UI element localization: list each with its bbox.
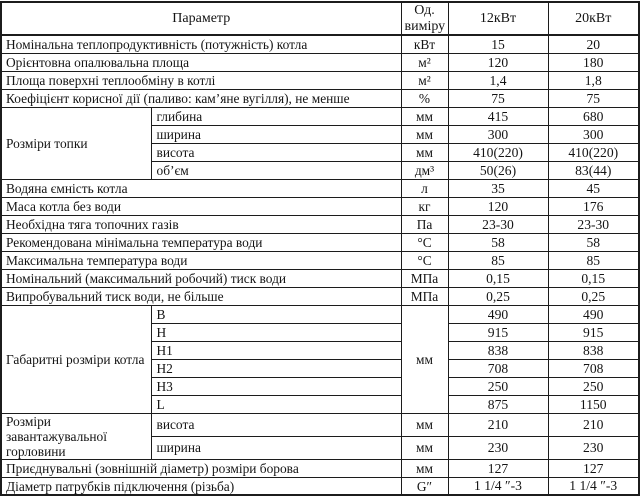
unit-cell: мм bbox=[401, 413, 448, 436]
value-cell-12kw: 708 bbox=[448, 359, 548, 377]
table-row bbox=[1, 269, 639, 287]
value-cell-20kw: 250 bbox=[548, 377, 639, 395]
value-cell-20kw: 0,15 bbox=[548, 269, 639, 287]
header-12kw: 12кВт bbox=[448, 2, 548, 35]
header-param: Параметр bbox=[1, 2, 401, 35]
unit-cell: мм bbox=[401, 143, 448, 161]
value-cell-12kw: 23-30 bbox=[448, 215, 548, 233]
value-cell-12kw: 490 bbox=[448, 305, 548, 323]
value-cell-12kw: 15 bbox=[448, 35, 548, 53]
value-cell-20kw: 680 bbox=[548, 107, 639, 125]
value-cell-20kw: 708 bbox=[548, 359, 639, 377]
param-cell: Маса котла без води bbox=[1, 197, 401, 215]
value-cell-20kw: 85 bbox=[548, 251, 639, 269]
unit-cell: кВт bbox=[401, 35, 448, 53]
value-cell-20kw: 1 1/4 ″-3 bbox=[548, 477, 639, 495]
value-cell-12kw: 915 bbox=[448, 323, 548, 341]
value-cell-12kw: 875 bbox=[448, 395, 548, 413]
value-cell-12kw: 0,15 bbox=[448, 269, 548, 287]
value-cell-12kw: 35 bbox=[448, 179, 548, 197]
param-cell: Коефіцієнт корисної дії (паливо: кам’яне вугілля), не менше bbox=[1, 89, 401, 107]
sub-param-cell: ширина bbox=[151, 125, 401, 143]
unit-cell: мм bbox=[401, 107, 448, 125]
sub-param-cell: висота bbox=[151, 413, 401, 436]
spec-table bbox=[0, 1, 640, 496]
sub-param-cell: висота bbox=[151, 143, 401, 161]
value-cell-12kw: 410(220) bbox=[448, 143, 548, 161]
value-cell-20kw: 490 bbox=[548, 305, 639, 323]
table-row bbox=[1, 459, 639, 477]
unit-cell: м² bbox=[401, 71, 448, 89]
value-cell-20kw: 915 bbox=[548, 323, 639, 341]
value-cell-20kw: 838 bbox=[548, 341, 639, 359]
sub-param-cell: Н bbox=[151, 323, 401, 341]
unit-cell: °С bbox=[401, 251, 448, 269]
value-cell-12kw: 230 bbox=[448, 436, 548, 459]
value-cell-20kw: 1,8 bbox=[548, 71, 639, 89]
sub-param-cell: ширина bbox=[151, 436, 401, 459]
table-row bbox=[1, 287, 639, 305]
unit-cell: дм³ bbox=[401, 161, 448, 179]
value-cell-12kw: 210 bbox=[448, 413, 548, 436]
param-cell: Орієнтовна опалювальна площа bbox=[1, 53, 401, 71]
unit-cell: л bbox=[401, 179, 448, 197]
sub-param-cell: L bbox=[151, 395, 401, 413]
value-cell-20kw: 127 bbox=[548, 459, 639, 477]
unit-cell: °С bbox=[401, 233, 448, 251]
table-row bbox=[1, 305, 639, 323]
value-cell-20kw: 75 bbox=[548, 89, 639, 107]
table-row bbox=[1, 215, 639, 233]
group-label-firebox: Розміри топки bbox=[1, 107, 151, 179]
sub-param-cell: об’єм bbox=[151, 161, 401, 179]
sub-param-cell: Н2 bbox=[151, 359, 401, 377]
table-row bbox=[1, 35, 639, 53]
param-cell: Номінальна теплопродуктивність (потужність) котла bbox=[1, 35, 401, 53]
value-cell-20kw: 20 bbox=[548, 35, 639, 53]
unit-cell: мм bbox=[401, 125, 448, 143]
header-20kw: 20кВт bbox=[548, 2, 639, 35]
param-cell: Площа поверхні теплообміну в котлі bbox=[1, 71, 401, 89]
value-cell-12kw: 75 bbox=[448, 89, 548, 107]
value-cell-20kw: 410(220) bbox=[548, 143, 639, 161]
value-cell-20kw: 45 bbox=[548, 179, 639, 197]
value-cell-20kw: 230 bbox=[548, 436, 639, 459]
table-row bbox=[1, 53, 639, 71]
param-cell: Водяна ємність котла bbox=[1, 179, 401, 197]
sub-param-cell: В bbox=[151, 305, 401, 323]
value-cell-12kw: 838 bbox=[448, 341, 548, 359]
param-cell: Випробувальний тиск води, не більше bbox=[1, 287, 401, 305]
unit-cell: % bbox=[401, 89, 448, 107]
value-cell-20kw: 58 bbox=[548, 233, 639, 251]
value-cell-12kw: 120 bbox=[448, 197, 548, 215]
value-cell-12kw: 50(26) bbox=[448, 161, 548, 179]
value-cell-20kw: 300 bbox=[548, 125, 639, 143]
param-cell: Рекомендована мінімальна температура води bbox=[1, 233, 401, 251]
value-cell-12kw: 415 bbox=[448, 107, 548, 125]
value-cell-12kw: 58 bbox=[448, 233, 548, 251]
value-cell-20kw: 176 bbox=[548, 197, 639, 215]
table-row bbox=[1, 251, 639, 269]
value-cell-12kw: 85 bbox=[448, 251, 548, 269]
value-cell-20kw: 210 bbox=[548, 413, 639, 436]
param-cell: Необхідна тяга топочних газів bbox=[1, 215, 401, 233]
table-row bbox=[1, 71, 639, 89]
table-row bbox=[1, 233, 639, 251]
table-row bbox=[1, 179, 639, 197]
unit-cell: мм bbox=[401, 459, 448, 477]
unit-cell: кг bbox=[401, 197, 448, 215]
unit-cell: мм bbox=[401, 436, 448, 459]
param-cell: Приєднувальні (зовнішній діаметр) розміри борова bbox=[1, 459, 401, 477]
value-cell-20kw: 23-30 bbox=[548, 215, 639, 233]
sub-param-cell: Н3 bbox=[151, 377, 401, 395]
table-row bbox=[1, 477, 639, 495]
unit-cell: МПа bbox=[401, 287, 448, 305]
value-cell-12kw: 250 bbox=[448, 377, 548, 395]
unit-cell: G″ bbox=[401, 477, 448, 495]
unit-cell: Па bbox=[401, 215, 448, 233]
value-cell-12kw: 0,25 bbox=[448, 287, 548, 305]
value-cell-12kw: 120 bbox=[448, 53, 548, 71]
sub-param-cell: глибина bbox=[151, 107, 401, 125]
value-cell-20kw: 1150 bbox=[548, 395, 639, 413]
table-row bbox=[1, 413, 639, 436]
table-row bbox=[1, 197, 639, 215]
header-unit: Од. виміру bbox=[401, 2, 448, 35]
value-cell-20kw: 0,25 bbox=[548, 287, 639, 305]
value-cell-20kw: 83(44) bbox=[548, 161, 639, 179]
table-row bbox=[1, 89, 639, 107]
header-row bbox=[1, 2, 639, 35]
unit-cell: м² bbox=[401, 53, 448, 71]
table-row bbox=[1, 107, 639, 125]
param-cell: Номінальний (максимальний робочий) тиск води bbox=[1, 269, 401, 287]
value-cell-12kw: 300 bbox=[448, 125, 548, 143]
value-cell-12kw: 1 1/4 ″-3 bbox=[448, 477, 548, 495]
value-cell-12kw: 1,4 bbox=[448, 71, 548, 89]
group-label-dimensions: Габаритні розміри котла bbox=[1, 305, 151, 413]
group-label-loading-port: Розміри завантажувальної горловини bbox=[1, 413, 151, 459]
param-cell: Максимальна температура води bbox=[1, 251, 401, 269]
sub-param-cell: Н1 bbox=[151, 341, 401, 359]
unit-cell: МПа bbox=[401, 269, 448, 287]
value-cell-12kw: 127 bbox=[448, 459, 548, 477]
param-cell: Діаметр патрубків підключення (різьба) bbox=[1, 477, 401, 495]
value-cell-20kw: 180 bbox=[548, 53, 639, 71]
unit-cell: мм bbox=[401, 305, 448, 413]
